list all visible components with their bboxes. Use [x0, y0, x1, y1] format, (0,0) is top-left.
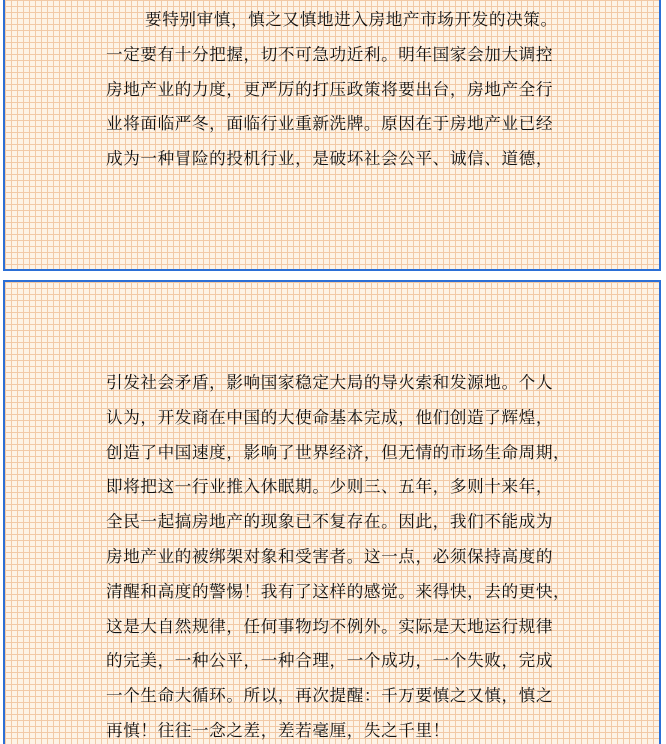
page-separator — [0, 271, 666, 280]
paragraph-line: 全民一起搞房地产的现象已不复存在。因此，我们不能成为 — [106, 512, 554, 532]
paragraph-line: 要特别审慎，慎之又慎地进入房地产市场开发的决策。 — [145, 10, 558, 29]
paragraph-line: 创造了中国速度，影响了世界经济，但无情的市场生命周期， — [106, 442, 571, 462]
text-block-bottom — [106, 366, 581, 744]
paragraph-line: 一个生命大循环。所以，再次提醒：千万要慎之又慎，慎之 — [106, 686, 554, 706]
paragraph-line: 清醒和高度的警惕！我有了这样的感觉。来得快，去的更快， — [106, 581, 571, 601]
paragraph-line: 的完美，一种公平，一种合理，一个成功，一个失败，完成 — [106, 651, 554, 671]
paragraph-line: 认为，开发商在中国的大使命基本完成，他们创造了辉煌， — [106, 407, 554, 427]
paragraph-line: 这是大自然规律，任何事物均不例外。实际是天地运行规律 — [106, 616, 554, 636]
paragraph-line: 即将把这一行业推入休眠期。少则三、五年，多则十来年， — [106, 477, 554, 497]
paragraph-line: 一定要有十分把握，切不可急功近利。明年国家会加大调控 — [106, 44, 554, 64]
paragraph-line: 房地产业的被绑架对象和受害者。这一点，必须保持高度的 — [106, 546, 554, 566]
page-top-grid — [3, 0, 661, 271]
paragraph-line: 引发社会矛盾，影响国家稳定大局的导火索和发源地。个人 — [106, 373, 554, 392]
paragraph-line: 成为一种冒险的投机行业，是破坏社会公平、诚信、道德， — [106, 149, 554, 169]
paragraph-line: 再慎！往往一念之差，差若毫厘，失之千里！ — [106, 720, 450, 740]
page-bottom-grid — [3, 280, 661, 744]
paragraph-line: 业将面临严冬，面临行业重新洗牌。原因在于房地产业已经 — [106, 114, 554, 134]
paragraph-line: 房地产业的力度，更严厉的打压政策将要出台，房地产全行 — [106, 79, 554, 99]
text-block-top — [106, 3, 581, 177]
